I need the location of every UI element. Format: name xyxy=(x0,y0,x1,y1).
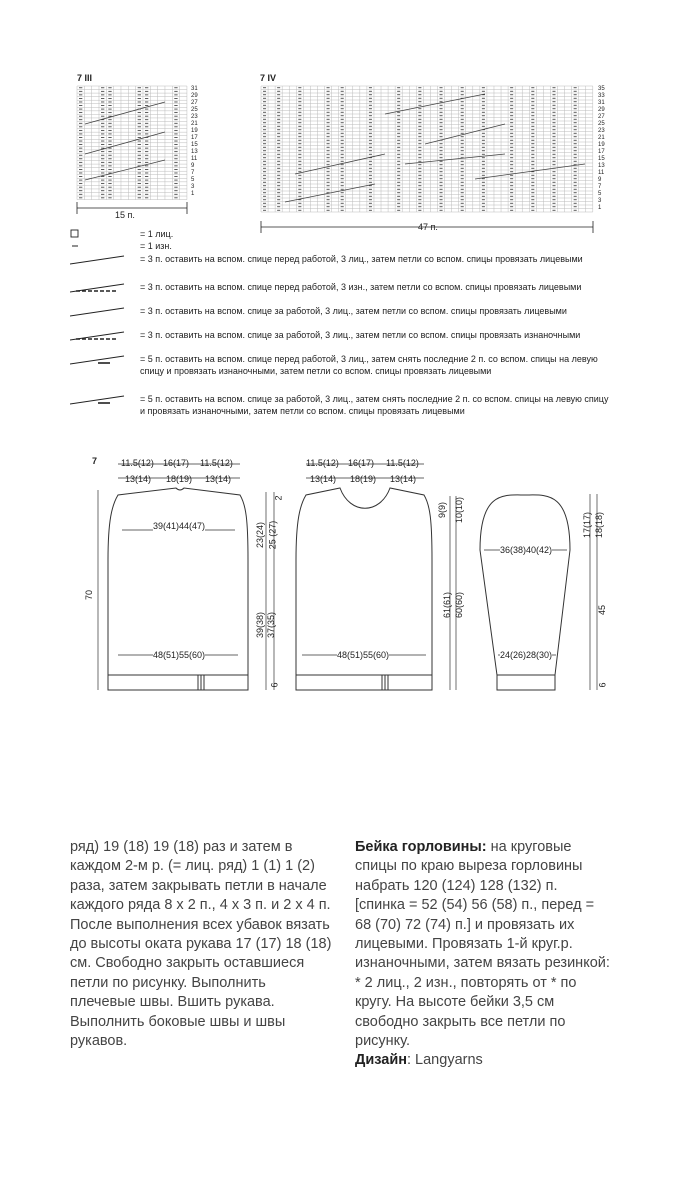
cable-3-back-knit-icon xyxy=(70,305,126,319)
legend-text: = 3 п. оставить на вспом. спице перед работой, 3 изн., затем петли со вспом. спицы провязать лицевыми xyxy=(140,282,582,292)
row-number: 29 xyxy=(598,107,605,113)
row-number: 7 xyxy=(191,170,195,176)
front-sub-right: 13(14) xyxy=(390,474,417,484)
front-hip-width: 48(51)55(60) xyxy=(337,650,390,660)
row-number: 23 xyxy=(191,114,198,120)
cable-3-back-purl-icon xyxy=(70,329,126,343)
front-shoulder-left: 11.5(12) xyxy=(306,458,339,468)
row-number: 1 xyxy=(191,191,195,197)
instructions-right-column xyxy=(355,838,610,1071)
back-armhole-height-a: 23(24) xyxy=(255,521,266,549)
legend-text: = 3 п. оставить на вспом. спице перед работой, 3 лиц., затем петли со вспом. спицы провязать лицевыми xyxy=(140,254,583,264)
neckband-heading: Бейка горловины: xyxy=(355,839,487,855)
front-neck-height-b: 10(10) xyxy=(454,496,465,524)
cable-crossing xyxy=(85,102,165,124)
back-body-height-b: 37(35) xyxy=(266,611,277,639)
row-number: 9 xyxy=(598,177,602,183)
design-value: : Langyarns xyxy=(407,1052,483,1069)
chart-width-label: 47 п. xyxy=(418,222,438,232)
chart-grid xyxy=(77,86,187,200)
cable-crossing xyxy=(295,154,385,174)
cable-symbols xyxy=(85,102,165,180)
sleeve-length: 45 xyxy=(597,604,608,616)
row-number: 3 xyxy=(191,184,195,190)
back-armhole-height-b: 25 (27) xyxy=(267,520,278,550)
row-number: 17 xyxy=(598,149,605,155)
back-hip-width: 48(51)55(60) xyxy=(153,650,206,660)
legend-text: = 5 п. оставить на вспом. спице за работой, 3 лиц., затем снять последние 2 п. со вспом. спицы на левую спицу и провязать изнаночными, затем петли со вспом. спицы провязать лицевыми xyxy=(140,394,609,416)
back-shoulder-left: 11.5(12) xyxy=(121,458,154,468)
garment-schematics xyxy=(0,450,675,710)
cable-crossing xyxy=(85,160,165,180)
stitch-chart-7-iii xyxy=(75,84,205,224)
cable-symbols xyxy=(285,94,585,202)
row-number: 5 xyxy=(598,191,602,197)
legend-text: = 5 п. оставить на вспом. спице перед работой, 3 лиц., затем снять последние 2 п. со вспом. спицы на левую спицу и провязать изнаночными, затем петли со вспом. спицы провязать лицевыми xyxy=(140,354,598,376)
front-body-height-b: 60(60) xyxy=(454,591,465,619)
back-sub-neck: 18(19) xyxy=(166,474,193,484)
row-number: 25 xyxy=(191,107,198,113)
front-shoulder-right: 11.5(12) xyxy=(386,458,419,468)
row-number: 19 xyxy=(191,128,198,134)
sleeve-piece xyxy=(480,495,570,690)
row-number: 15 xyxy=(598,156,605,162)
row-number: 35 xyxy=(598,86,605,92)
row-number: 3 xyxy=(598,198,602,204)
row-number: 27 xyxy=(598,114,605,120)
chart-width-label: 15 п. xyxy=(115,210,135,220)
front-sub-neck: 18(19) xyxy=(350,474,377,484)
chart-title-7-iii: 7 III xyxy=(77,73,93,83)
row-number: 13 xyxy=(598,163,605,169)
row-number: 21 xyxy=(191,121,198,127)
row-numbers-7-iii xyxy=(191,86,198,198)
design-label: Дизайн xyxy=(355,1052,407,1069)
legend-text: = 3 п. оставить на вспом. спице за работой, 3 лиц., затем петли со вспом. спицы провязать лицевыми xyxy=(140,306,567,316)
legend-text: = 1 лиц. xyxy=(140,229,174,239)
back-body-height-a: 39(38) xyxy=(255,611,266,639)
row-number: 31 xyxy=(191,86,198,92)
sleeve-cap-height-a: 17(17) xyxy=(582,511,593,539)
instructions-left-column: ряд) 19 (18) 19 (18) раз и затем в каждом 2-м р. (= лиц. ряд) 1 (1) 1 (2) раза, затем закрывать петли в начале каждого ряда 8 х 2 п., 4 х 3 п. и 2 х 4 п. После выполнения всех убавок вязать до высоты оката рукава 17 (17) 18 (18) см. Свободно закрыть оставшиеся петли по рисунку. Выполнить плечевые швы. Вшить рукава. Выполнить боковые швы и швы рукавов. xyxy=(70,839,332,1050)
chart-grid xyxy=(261,86,593,212)
back-sub-left: 13(14) xyxy=(125,474,152,484)
sleeve-rib-height: 6 xyxy=(597,682,608,688)
row-number: 11 xyxy=(191,156,198,162)
row-number: 11 xyxy=(598,170,605,176)
front-sub-left: 13(14) xyxy=(310,474,337,484)
row-number: 29 xyxy=(191,93,198,99)
row-number: 23 xyxy=(598,128,605,134)
row-number: 31 xyxy=(598,100,605,106)
row-number: 15 xyxy=(191,142,198,148)
front-neck-width: 16(17) xyxy=(348,458,375,468)
row-number: 27 xyxy=(191,100,198,106)
row-number: 19 xyxy=(598,142,605,148)
sleeve-upper-width: 36(38)40(42) xyxy=(500,545,553,555)
cable-crossing xyxy=(385,94,485,114)
back-chest-width: 39(41)44(47) xyxy=(153,521,206,531)
back-neck-width: 16(17) xyxy=(163,458,190,468)
row-number: 5 xyxy=(191,177,195,183)
row-number: 17 xyxy=(191,135,198,141)
stitch-chart-7-iv xyxy=(255,84,600,239)
row-number: 21 xyxy=(598,135,605,141)
sleeve-lower-width: 24(26)28(30) xyxy=(500,650,553,660)
legend-text: = 1 изн. xyxy=(140,241,172,251)
front-neck-height-a: 9(9) xyxy=(437,501,448,519)
schematic-number: 7 xyxy=(92,456,98,466)
chart-title-7-iv: 7 IV xyxy=(260,73,277,83)
back-sub-right: 13(14) xyxy=(205,474,232,484)
cable-3-front-purl-icon xyxy=(70,281,126,295)
row-number: 1 xyxy=(598,205,602,211)
cable-crossing xyxy=(425,124,505,144)
purl-stitch-dash-icon xyxy=(70,240,126,254)
row-number: 7 xyxy=(598,184,602,190)
cable-5-front-icon xyxy=(70,353,126,367)
back-shoulder-right: 11.5(12) xyxy=(200,458,233,468)
row-numbers-7-iv xyxy=(598,86,605,212)
neckband-text: на круговые спицы по краю выреза горловины набрать 120 (124) 128 (132) п. [спинка = 52 (54) 56 (58) п., перед = 68 (70) 72 (74) п.] и провязать их лицевыми. Провязать 1-й круг.р. изнаночными, затем вязать резинкой: * 2 лиц., 2 изн., повторять от * по кругу. На высоте бейки 3,5 см свободно закрыть все петли по рисунку. xyxy=(355,839,610,1050)
cable-5-back-icon xyxy=(70,393,126,407)
front-body-height-a: 61(61) xyxy=(442,591,453,619)
cable-3-front-knit-icon xyxy=(70,253,126,267)
sleeve-cap-height-b: 18(18) xyxy=(594,511,605,539)
row-number: 33 xyxy=(598,93,605,99)
row-number: 9 xyxy=(191,163,195,169)
back-height-2: 2 xyxy=(273,495,284,501)
legend-text: = 3 п. оставить на вспом. спице за работой, 3 лиц., затем петли со вспом. спицы провязать изнаночными xyxy=(140,330,581,340)
back-rib-height: 6 xyxy=(269,682,280,688)
row-number: 13 xyxy=(191,149,198,155)
cable-crossing xyxy=(405,154,505,164)
row-number: 25 xyxy=(598,121,605,127)
back-total-height: 70 xyxy=(84,589,95,601)
